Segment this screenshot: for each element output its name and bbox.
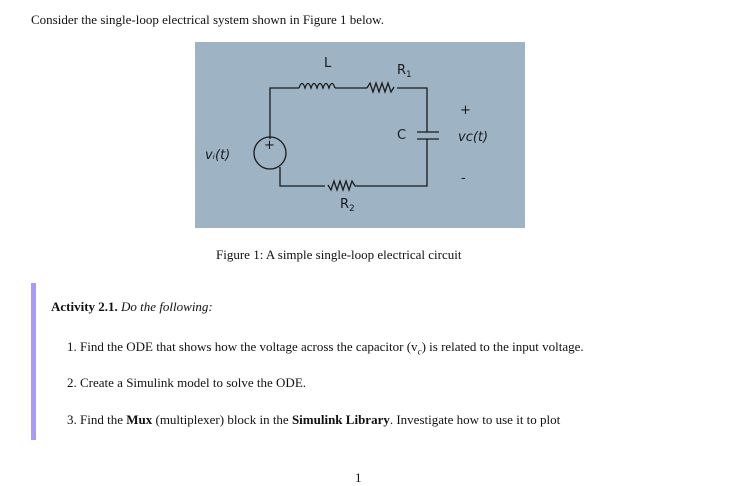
list-item [67,375,306,391]
figure-caption: Figure 1: A simple single-loop electrical circuit [216,247,462,262]
output-label: vᴄ(t) [458,130,489,145]
source-plus-sign: + [264,138,275,153]
list-number: 2. [67,375,77,390]
list-item [67,412,560,428]
list-text-before: Find the [80,412,127,427]
inductor-coil [299,84,335,89]
resistor1-label: $R_1$ [397,63,412,80]
capacitor-plates [417,132,439,139]
activity-accent-bar [31,283,36,440]
activity-instruction: Do the following: [121,299,213,314]
list-item [67,339,584,357]
circuit-figure [195,42,525,228]
list-subscript: c [417,346,422,357]
output-minus-sign: - [461,171,466,186]
activity-heading [51,299,213,315]
list-bold-library: Simulink Library [291,412,390,427]
resistor2-zigzag [328,181,355,190]
list-number: 3. [67,412,77,427]
activity-label: Activity 2.1. [51,299,118,314]
list-text: Create a Simulink model to solve the ODE. [80,375,307,390]
list-number: 1. [67,339,77,354]
circuit-diagram [195,42,525,228]
intro-text: Consider the single-loop electrical system shown in Figure 1 below. [31,12,384,27]
output-plus-sign: + [460,103,471,118]
list-bold-mux: Mux [126,412,153,427]
source-label: vᵢ(t) [205,148,231,163]
inductor-label: L [324,56,332,71]
page-number: 1 [355,470,362,485]
resistor1-zigzag [367,83,394,92]
list-text-mid: (multiplexer) block in the [152,412,292,427]
list-text: Find the ODE that shows how the voltage across the capacitor (v [80,339,418,354]
circuit-wire-bottom-left [280,167,325,186]
list-text-after: ) is related to the input voltage. [421,339,584,354]
capacitor-label: C [397,128,407,143]
circuit-wire-right-lower [355,139,427,186]
resistor2-label: $R_2$ [340,197,355,214]
list-text-after: . Investigate how to use it to plot [389,412,561,427]
circuit-wire-top-right [397,88,427,132]
circuit-wire-top-left [270,88,299,139]
